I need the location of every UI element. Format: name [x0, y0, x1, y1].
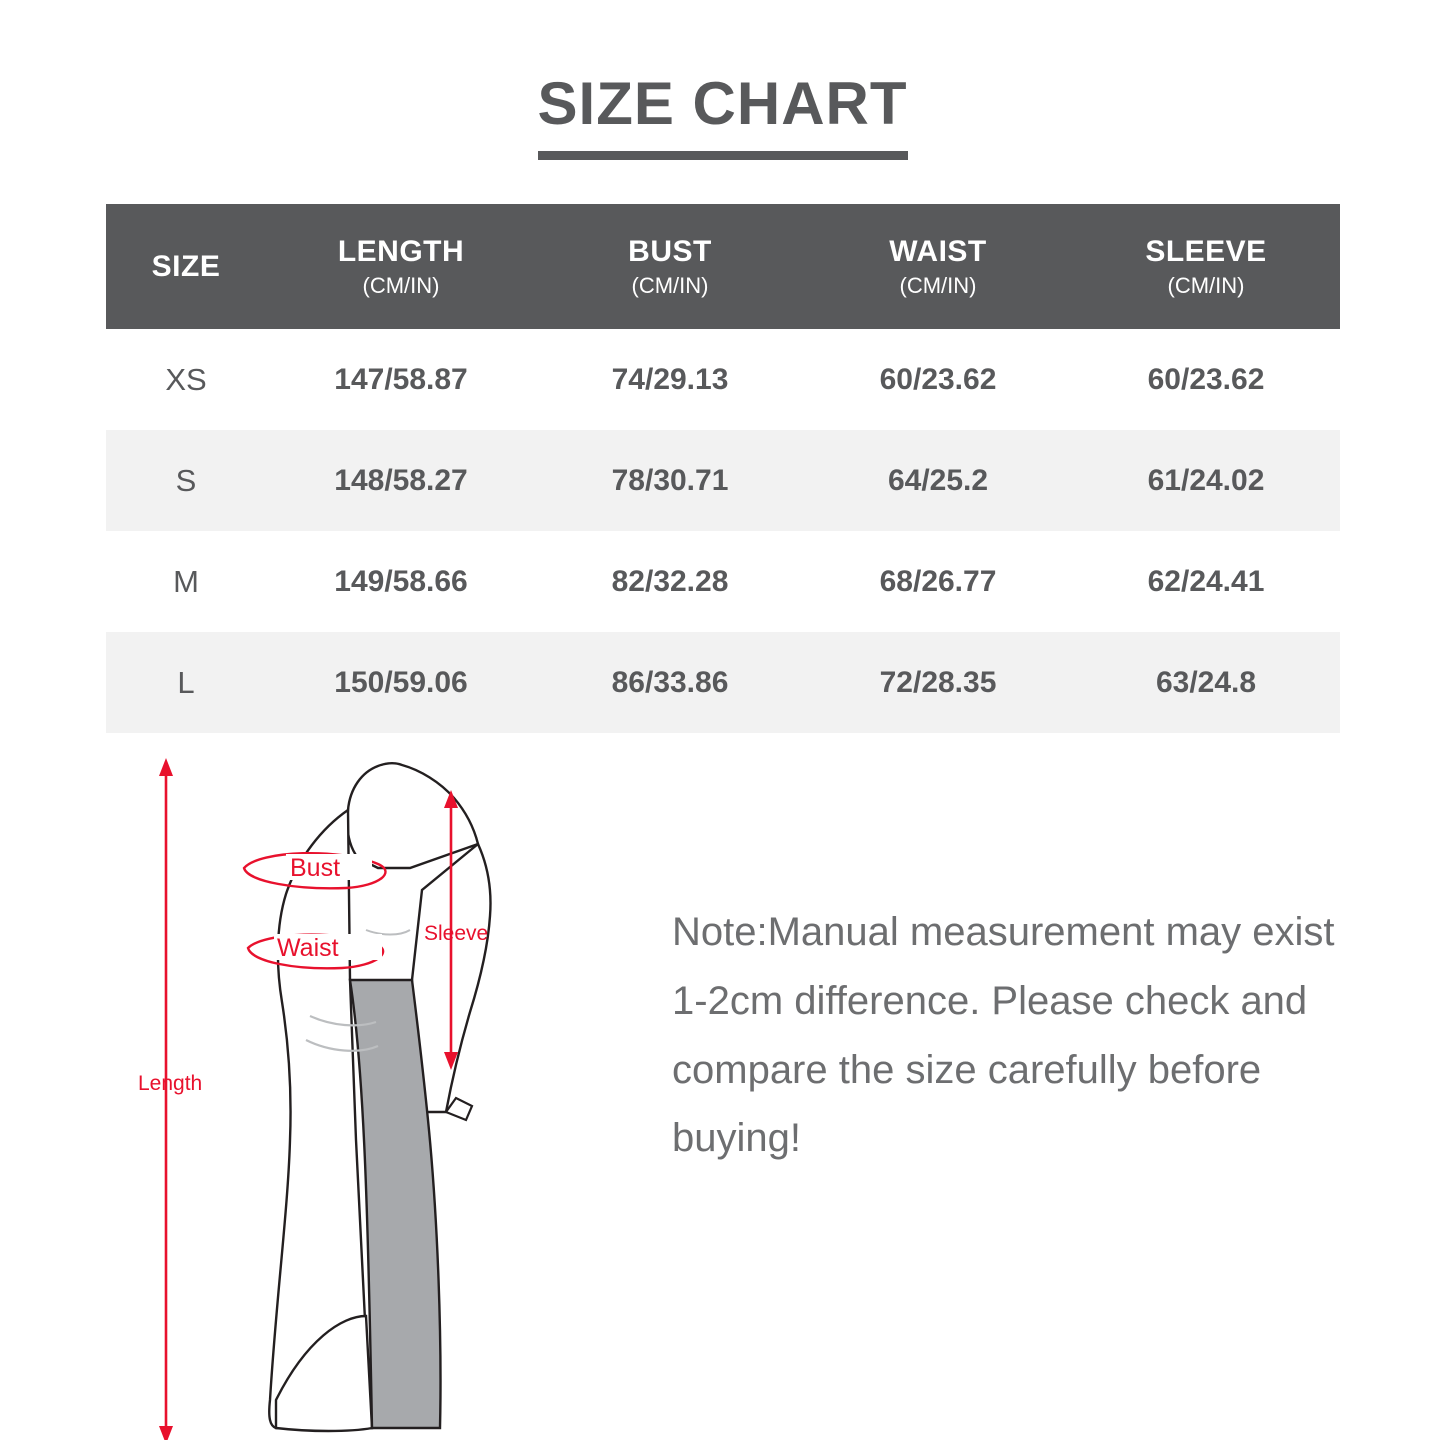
cell-size: L — [177, 664, 195, 700]
table-row — [106, 329, 1340, 430]
header-label: SLEEVE — [1145, 234, 1267, 268]
page-title-wrap — [0, 72, 1445, 160]
waist-label: Waist — [277, 934, 339, 962]
cell-length: 148/58.27 — [334, 463, 468, 497]
cell-sleeve: 62/24.41 — [1147, 564, 1265, 598]
cell-sleeve: 63/24.8 — [1155, 665, 1257, 699]
cell-size: M — [173, 563, 199, 599]
table-row — [106, 430, 1340, 531]
header-unit: (CM/IN) — [899, 273, 977, 299]
cell-waist: 68/26.77 — [879, 564, 997, 598]
header-unit: (CM/IN) — [1167, 273, 1245, 299]
cell-waist: 64/25.2 — [887, 463, 989, 497]
sleeve-label: Sleeve — [424, 922, 489, 945]
cell-bust: 78/30.71 — [611, 463, 729, 497]
header-cell-bust — [536, 234, 804, 299]
cell-sleeve: 61/24.02 — [1147, 463, 1265, 497]
table-row — [106, 531, 1340, 632]
length-measure-arrow — [159, 758, 173, 1440]
size-table — [106, 204, 1340, 733]
cell-size: S — [175, 462, 197, 498]
cell-bust: 86/33.86 — [611, 665, 729, 699]
header-cell-size — [106, 249, 266, 284]
cell-waist: 72/28.35 — [879, 665, 997, 699]
page-title: SIZE CHART — [538, 72, 908, 160]
header-unit: (CM/IN) — [362, 273, 440, 299]
header-label: SIZE — [151, 249, 221, 283]
table-row — [106, 632, 1340, 733]
cell-size: XS — [165, 361, 207, 397]
header-label: LENGTH — [337, 234, 465, 268]
cell-length: 150/59.06 — [334, 665, 468, 699]
header-cell-length — [266, 234, 536, 299]
header-cell-sleeve — [1072, 234, 1340, 299]
cell-bust: 82/32.28 — [611, 564, 729, 598]
bust-label: Bust — [290, 854, 341, 882]
cell-bust: 74/29.13 — [611, 362, 729, 396]
table-header-row — [106, 204, 1340, 329]
header-label: BUST — [628, 234, 712, 268]
cell-length: 149/58.66 — [334, 564, 468, 598]
cell-sleeve: 60/23.62 — [1147, 362, 1265, 396]
cell-length: 147/58.87 — [334, 362, 468, 396]
header-label: WAIST — [889, 234, 987, 268]
length-label: Length — [138, 1072, 203, 1095]
header-cell-waist — [804, 234, 1072, 299]
cell-waist: 60/23.62 — [879, 362, 997, 396]
measurement-note: Note:Manual measurement may exist 1-2cm difference. Please check and compare the size carefully before buying! — [672, 910, 1335, 1161]
dress-measurement-diagram — [110, 740, 630, 1440]
header-unit: (CM/IN) — [631, 273, 709, 299]
